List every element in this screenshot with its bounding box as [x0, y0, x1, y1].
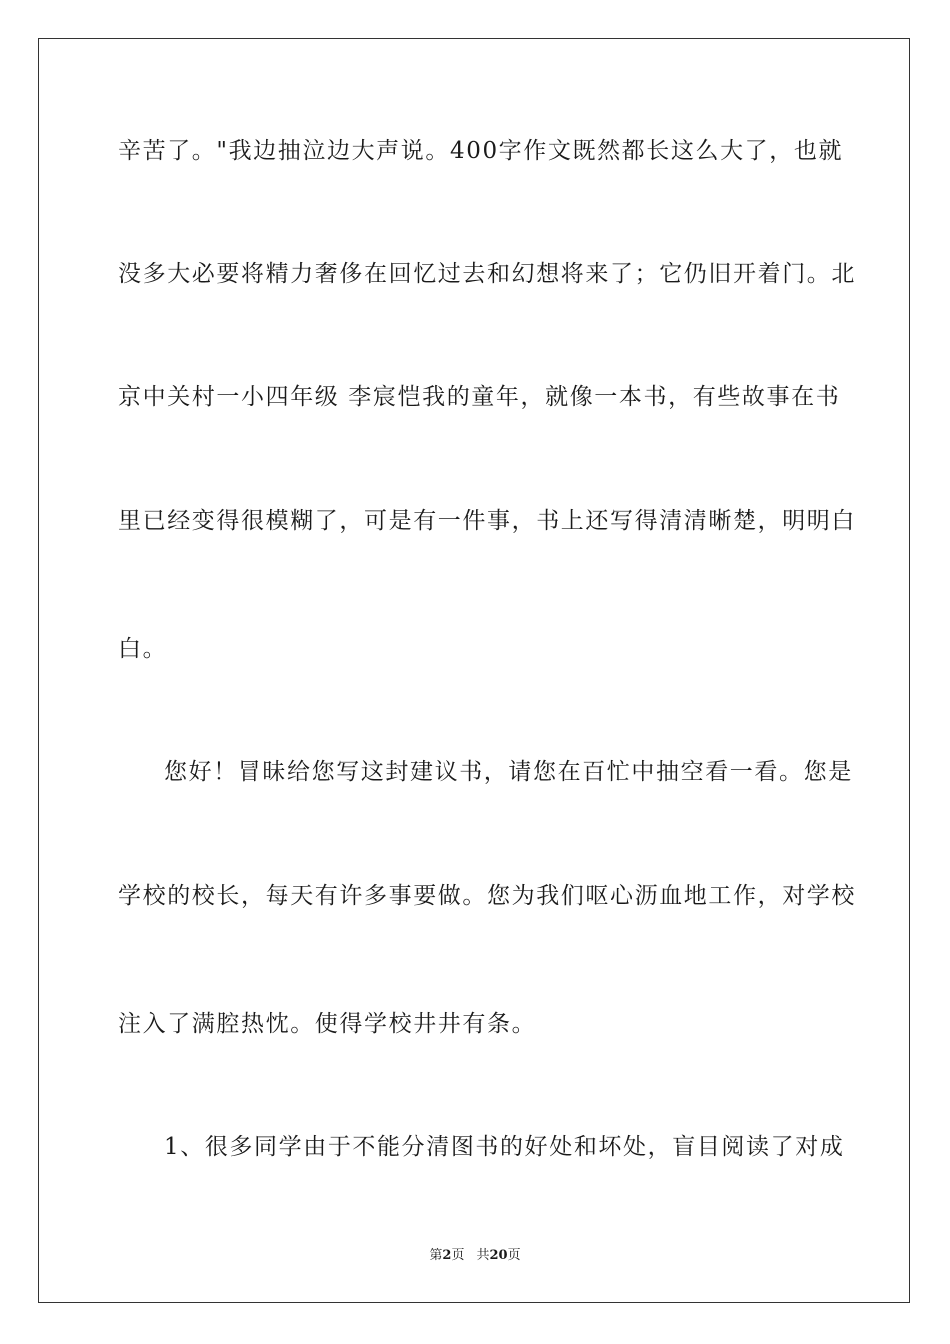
footer-total-pages: 20 [489, 1248, 508, 1263]
footer-page-number: 2 [442, 1248, 452, 1263]
text-line-9: 1、很多同学由于不能分清图书的好处和坏处，盲目阅读了对成 [164, 1134, 845, 1160]
text-line-2: 没多大必要将精力奢侈在回忆过去和幻想将来了；它仍旧开着门。北 [118, 261, 856, 287]
text-line-1: 辛苦了。"我边抽泣边大声说。400字作文既然都长这么大了，也就 [118, 138, 844, 164]
footer-prefix: 第 [429, 1248, 443, 1263]
page-footer [0, 1247, 950, 1265]
text-line-7: 学校的校长，每天有许多事要做。您为我们呕心沥血地工作，对学校 [118, 883, 856, 909]
text-line-8: 注入了满腔热忱。使得学校井井有条。 [118, 1011, 537, 1037]
footer-page-suffix: 页 [451, 1248, 465, 1263]
page-border [38, 38, 910, 1303]
text-line-3: 京中关村一小四年级 李宸恺我的童年，就像一本书，有些故事在书 [118, 384, 841, 410]
text-line-4: 里已经变得很模糊了，可是有一件事，书上还写得清清晰楚，明明白 [118, 508, 856, 534]
text-line-6: 您好！冒昧给您写这封建议书，请您在百忙中抽空看一看。您是 [164, 759, 853, 785]
footer-total-suffix: 页 [507, 1248, 521, 1263]
text-line-5: 白。 [118, 636, 168, 662]
footer-total-prefix: 共 [476, 1248, 490, 1263]
